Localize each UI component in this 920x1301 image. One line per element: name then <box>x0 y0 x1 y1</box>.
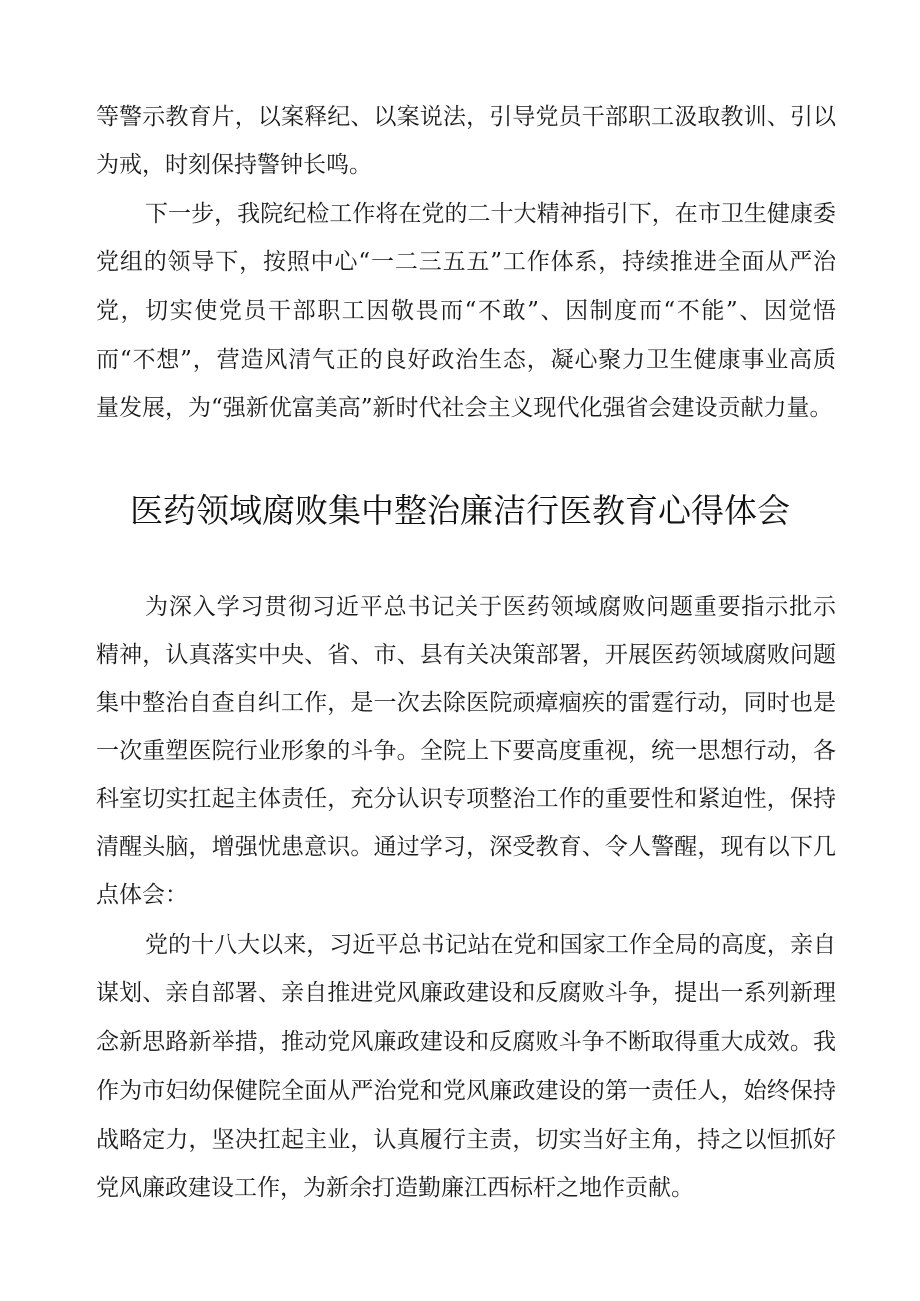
paragraph-line: 量发展，为“强新优富美高”新时代社会主义现代化强省会建设贡献力量。 <box>96 395 833 421</box>
paragraph-line: 党，切实使党员干部职工因敬畏而“不敢”、因制度而“不能”、因觉悟 <box>96 298 836 324</box>
paragraph-line: 党组的领导下，按照中心“一二三五五”工作体系，持续推进全面从严治 <box>96 249 836 275</box>
paragraph-line: 而“不想”，营造风清气正的良好政治生态，凝心聚力卫生健康事业高质 <box>96 347 836 373</box>
paragraph-line: 一次重塑医院行业形象的斗争。全院上下要高度重视，统一思想行动，各 <box>96 738 836 764</box>
document-title: 医药领域腐败集中整治廉洁行医教育心得体会 <box>130 491 790 530</box>
paragraph-line: 念新思路新举措，推动党风廉政建设和反腐败斗争不断取得重大成效。我 <box>96 1029 836 1055</box>
paragraph-line: 为戒，时刻保持警钟长鸣。 <box>96 152 372 178</box>
paragraph-line: 为深入学习贯彻习近平总书记关于医药领域腐败问题重要指示批示 <box>145 594 836 620</box>
paragraph-line: 谋划、亲自部署、亲自推进党风廉政建设和反腐败斗争，提出一系列新理 <box>96 980 836 1006</box>
paragraph-line: 清醒头脑，增强忧患意识。通过学习，深受教育、令人警醒，现有以下几 <box>96 834 836 860</box>
paragraph-line: 集中整治自查自纠工作，是一次去除医院顽瘴痼疾的雷霆行动，同时也是 <box>96 690 836 716</box>
paragraph-line: 科室切实扛起主体责任，充分认识专项整治工作的重要性和紧迫性，保持 <box>96 786 836 812</box>
paragraph-line: 党风廉政建设工作，为新余打造勤廉江西标杆之地作贡献。 <box>96 1175 694 1201</box>
paragraph-line: 作为市妇幼保健院全面从严治党和党风廉政建设的第一责任人，始终保持 <box>96 1078 836 1104</box>
paragraph-line: 点体会： <box>96 882 188 908</box>
paragraph-line: 等警示教育片，以案释纪、以案说法，引导党员干部职工汲取教训、引以 <box>96 104 836 130</box>
paragraph-line: 下一步，我院纪检工作将在党的二十大精神指引下，在市卫生健康委 <box>145 201 836 227</box>
paragraph-line: 党的十八大以来，习近平总书记站在党和国家工作全局的高度，亲自 <box>145 932 836 958</box>
paragraph-line: 精神，认真落实中央、省、市、县有关决策部署，开展医药领域腐败问题 <box>96 642 836 668</box>
paragraph-line: 战略定力，坚决扛起主业，认真履行主责，切实当好主角，持之以恒抓好 <box>96 1127 836 1153</box>
